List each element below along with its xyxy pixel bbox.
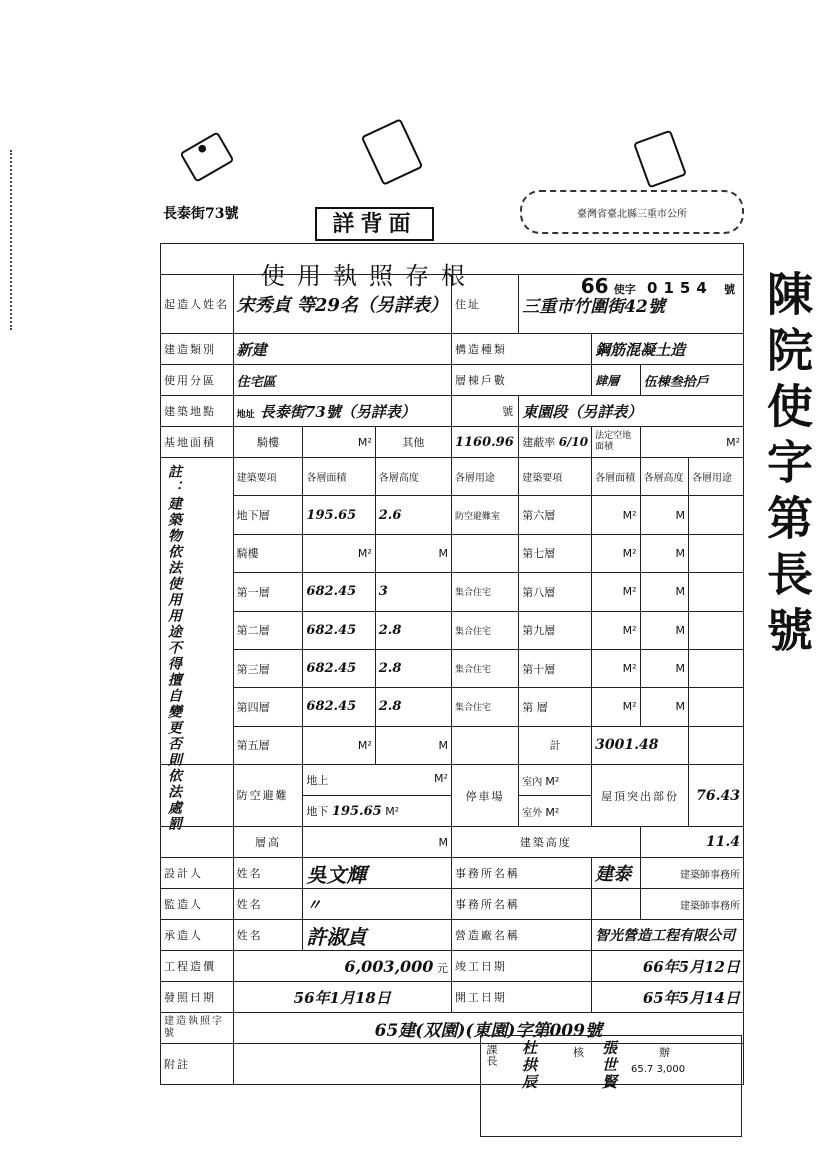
supervisor-name: 〃 [303,889,452,920]
coverage-cell [519,427,592,458]
print-note: 65.7 3,000 [631,1064,686,1075]
floor-row-height-unit: M [375,534,451,572]
shelter-above-label: 地上 [306,774,329,787]
right-row-area-unit: M² [592,611,640,649]
col-header-5: 各層面積 [592,458,640,496]
build-type-label: 建造類別 [161,334,234,365]
margin-dots [10,150,32,330]
contractor-name-label: 姓名 [233,920,303,951]
base-area-label: 基地面積 [161,427,234,458]
floor-row-name: 第三層 [233,649,303,687]
signoff-block [480,1035,742,1137]
floor-row-name: 第二層 [233,611,303,649]
floor-row-name: 第五層 [233,726,303,764]
parking-indoor-label: 室內 [522,776,543,788]
right-row-name: 第 層 [519,688,592,726]
parking-outdoor-unit: M² [545,805,560,819]
floor-row-name: 騎樓 [233,534,303,572]
right-row-area-unit: M² [592,688,640,726]
right-row-area-unit: M² [592,573,640,611]
top-office-stamp-text: 臺灣省臺北縣三重市公所 [577,208,687,220]
designer-office-label: 事務所名稱 [451,858,591,889]
cost-cell [233,951,451,982]
right-row-height-unit: M [640,573,688,611]
roof-value: 76.43 [688,765,743,827]
floor-row-name: 第四層 [233,688,303,726]
contractor-name: 許淑貞 [303,920,452,951]
other-label: 其他 [375,427,451,458]
designer-office-suffix: 建築師事務所 [640,858,743,889]
permit-no-label: 使字 [613,283,636,296]
complete-date: 66年5月12日 [592,951,744,982]
supervisor-name-label: 姓名 [233,889,303,920]
col-header-6: 各層高度 [640,458,688,496]
permit-no-suffix: 號 [724,283,735,296]
cost-label: 工程造價 [161,951,234,982]
right-row-height-unit: M [640,496,688,534]
side-note: 註：建築物依法使用用途不得擅自變更否則依法處罰 [166,464,182,832]
floors-label: 層棟戶數 [451,365,591,396]
floor-row-area: 682.45 [303,649,375,687]
checker-signature: 張世賢 [600,1040,618,1091]
right-row-name: 計 [519,726,592,764]
storey-label: 層高 [233,827,303,858]
street-note: 長泰街73號 [163,206,239,222]
zone-value: 住宅區 [233,365,451,396]
shelter-below-label: 地下 [306,805,329,818]
parking-outdoor [519,796,592,827]
col-header-2: 各層高度 [375,458,451,496]
col-header-4: 建築要項 [519,458,592,496]
contractor-label: 承造人 [161,920,234,951]
complete-label: 竣工日期 [451,951,591,982]
arcade-label: 騎樓 [233,427,303,458]
col-header-1: 各層面積 [303,458,375,496]
chief-label: 課長 [485,1044,498,1066]
site-address [233,396,451,427]
col-header-7: 各層用途 [688,458,743,496]
right-row-name: 第七層 [519,534,592,572]
permit-value: 65建(双園)(東園)字第009號 [233,1013,743,1044]
designer-office: 建泰 [592,858,640,889]
site-addr-label: 地址 [236,409,255,420]
site-label: 建築地點 [161,396,234,427]
floor-row-use: 防空避難室 [451,496,518,534]
top-office-stamp [520,190,744,234]
chief-signature: 杜拱辰 [520,1040,538,1091]
floor-row-use: 集合住宅 [451,688,518,726]
right-row-name: 第十層 [519,649,592,687]
floor-total: 3001.48 [592,726,689,764]
build-type-value: 新建 [233,334,451,365]
col-header-0: 建築要項 [233,458,303,496]
shelter-below-unit: M² [385,805,400,818]
designer-name: 吳文輝 [303,858,452,889]
units-value: 伍棟叁拾戶 [640,365,743,396]
site-lot-value: 東園段（另詳表） [519,396,744,427]
right-edge-text: 陳院使字第長號 [760,270,814,662]
floor-row-area: 195.65 [303,496,375,534]
floor-row-area: 682.45 [303,573,375,611]
checker-label: 核 [573,1046,584,1059]
right-row-name: 第六層 [519,496,592,534]
supervisor-label: 監造人 [161,889,234,920]
floor-row-use: 集合住宅 [451,611,518,649]
right-row-height-unit: M [640,649,688,687]
supervisor-office-suffix: 建築師事務所 [640,889,743,920]
permit-form-table [160,243,744,1085]
right-row-height-unit: M [640,688,688,726]
permit-no-year: 66 [580,274,609,298]
bldg-height-value: 11.4 [640,827,743,858]
owner-addr-label: 住址 [451,275,518,334]
structure-value: 鋼筋混凝土造 [592,334,744,365]
right-row-name: 第八層 [519,573,592,611]
right-row-area-unit: M² [592,496,640,534]
staff-label: 辦 [659,1046,670,1059]
floor-row-height: 2.8 [375,688,451,726]
designer-name-label: 姓名 [233,858,303,889]
floor-row-height: 2.8 [375,649,451,687]
storey-unit: M [303,827,452,858]
right-row-area-unit: M² [592,649,640,687]
supervisor-office-label: 事務所名稱 [451,889,591,920]
cost-unit: 元 [436,961,448,975]
start-label: 開工日期 [451,982,591,1013]
official-seal-stamp-3 [633,130,687,189]
floor-row-height-unit: M [375,726,451,764]
parking-label: 停車場 [451,765,518,827]
zone-label: 使用分區 [161,365,234,396]
floor-row-area: 682.45 [303,688,375,726]
factory-name: 智光營造工程有限公司 [592,920,744,951]
title-stamp: 詳背面 [315,207,434,241]
owner-address: 三重市竹圍街42號 [519,275,744,334]
issue-date: 56年1月18日 [233,982,451,1013]
floor-row-height: 2.6 [375,496,451,534]
owner-name: 宋秀貞 等29名（另詳表） [233,275,451,334]
factory-label: 營造廠名稱 [451,920,591,951]
shelter-above-unit: M² [434,772,448,785]
legal-open-unit: M² [726,435,740,449]
right-row-height-unit: M [640,611,688,649]
owner-label: 起造人姓名 [161,275,234,334]
official-seal-stamp: ● [179,131,234,182]
floor-row-name: 地下層 [233,496,303,534]
shelter-label: 防空避難 [233,765,303,827]
cost-value: 6,003,000 [344,956,434,976]
right-row-name: 第九層 [519,611,592,649]
floor-row-name: 第一層 [233,573,303,611]
parking-indoor-unit: M² [545,774,560,788]
bldg-height-label: 建築高度 [451,827,640,858]
floor-row-area-unit: M² [303,726,375,764]
floor-row-height: 3 [375,573,451,611]
remark-label: 附註 [161,1044,234,1085]
site-lot-label: 號 [451,396,518,427]
coverage-label: 建蔽率 [522,436,556,449]
designer-label: 設計人 [161,858,234,889]
legal-open-label: 法定空地面積 [592,427,640,458]
right-row-area-unit: M² [592,534,640,572]
shelter-above [303,765,452,796]
floor-row-use: 集合住宅 [451,649,518,687]
shelter-below-value: 195.65 [331,804,382,819]
site-addr-value: 長泰街73號（另詳表） [259,402,416,421]
permit-label: 建造執照字號 [161,1013,234,1044]
official-seal-stamp-2 [361,118,424,186]
floor-row-use: 集合住宅 [451,573,518,611]
roof-label: 屋頂突出部份 [592,765,689,827]
other-value: 1160.96 [451,427,518,458]
shelter-below [303,796,452,827]
start-date: 65年5月14日 [592,982,744,1013]
floor-row-height: 2.8 [375,611,451,649]
arcade-unit: M² [357,435,372,449]
permit-no-num: 0154 [647,279,713,297]
issue-label: 發照日期 [161,982,234,1013]
floor-row-area-unit: M² [303,534,375,572]
structure-label: 構造種類 [451,334,591,365]
form-title: 使用執照存根 [261,262,477,290]
floors-value: 肆層 [592,365,640,396]
coverage-value: 6/10 [558,435,589,449]
parking-outdoor-label: 室外 [522,807,543,819]
right-row-height-unit: M [640,534,688,572]
col-header-3: 各層用途 [451,458,518,496]
floor-row-area: 682.45 [303,611,375,649]
parking-indoor [519,765,592,796]
